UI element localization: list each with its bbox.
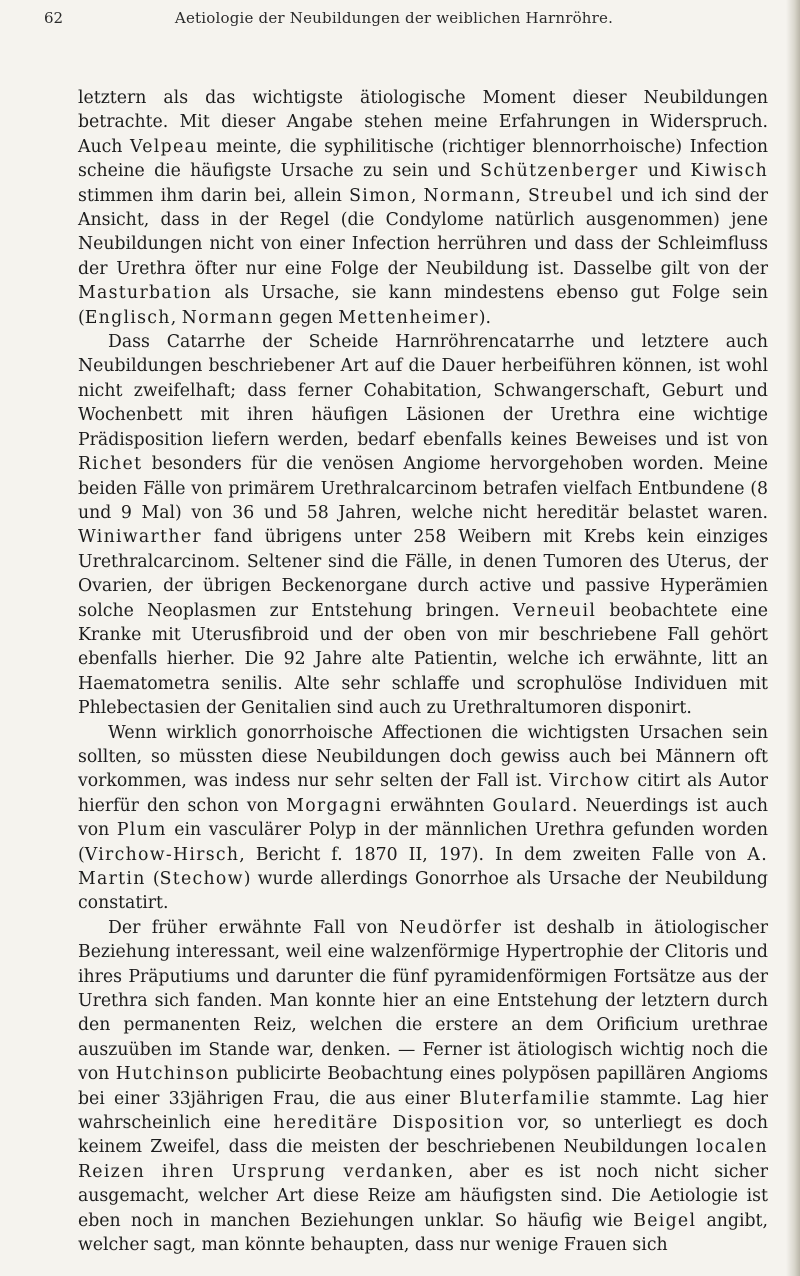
running-head: Aetiologie der Neubildungen der weiblichen Harnröhre. [174,9,614,27]
text-run: , [410,185,424,206]
spaced-name: Kiwisch [690,161,769,182]
paragraph-4 [78,916,768,1258]
spaced-name: Neudörfer [399,917,503,938]
spaced-name: Normann [181,307,274,328]
spaced-name: Englisch [84,307,171,328]
text-run: und [638,161,691,182]
text-run: . Neuerdings ist auch von [78,795,768,841]
spaced-name: Verneuil [512,600,597,621]
spaced-name: Plum [116,820,167,841]
spaced-name: Hutchinson [115,1064,230,1085]
text-run: letztern als das wichtigste ätiologische Moment dieser Neubildungen betrachte. Mit dieser Angabe stehen meine Erfahrungen in Widerspruch. Auch [78,88,768,157]
text-run: ( [145,869,160,889]
spaced-name: Beigel [633,1210,697,1231]
spaced-name: Winiwarther [78,527,202,548]
text-run: meinte, die syphilitische (richtiger blennorrhoische) Infection scheine die häufigste Ursache zu sein und [78,136,768,182]
text-run: angibt, welcher sagt, man könnte behaupten, dass nur wenige Frauen sich [78,1210,768,1256]
text-run: publicirte Beobachtung eines polypösen papillären Angioms bei einer 33jährigen Frau, die aus einer [78,1064,768,1109]
text-run: ein vasculärer Polyp in der männlichen Urethra gefunden worden ( [78,820,768,865]
text-run: ). [478,307,492,328]
text-run: , aber es ist noch nicht sicher ausgemacht, welcher Art diese Reize am häufigsten sind. Die Aetiologie ist eben noch in manchen Beziehungen unklar. So häufig wie [78,1161,768,1231]
text-run: ) wurde allerdings Gonorrhoe als Ursache der Neubildung constatirt. [78,869,768,914]
spaced-name: hereditäre Disposition [273,1113,505,1134]
spaced-name: A. Martin [78,844,768,889]
text-run: beobachtete eine Kranke mit Uterusfibroid und der oben von mir beschriebene Fall gehört ebenfalls hierher. Die 92 Jahre alte Patientin, welche ich erwähnte, litt an Haematometra senilis. Alte sehr schlaffe und scrophulöse Individuen mit Phlebectasien der Genitalien sind auch zu Urethraltumoren disponirt. [78,600,768,719]
paragraph-2 [78,330,768,721]
text-run: Wenn wirklich gonorrhoische Affectionen die wichtigsten Ursachen sein sollten, so müssten diese Neubildungen doch gewiss auch bei Männern oft vorkommen, was indess nur sehr selten der Fall ist. [78,722,768,792]
text-run: besonders für die venösen Angiome hervorgehoben worden. Meine beiden Fälle von primärem Urethralcarcinom betrafen vielfach Entbundene (8 und 9 Mal) von 36 und 58 Jahren, welche nicht hereditär belastet waren. [78,454,768,523]
spaced-name: Virchow-Hirsch [84,844,240,865]
paragraph-3 [78,721,768,916]
spaced-name: Richet [78,454,143,475]
body-text [78,86,768,1258]
text-run: Der früher erwähnte Fall von [108,917,400,938]
spaced-name: Simon [349,185,411,206]
spaced-name: Schützenberger [480,161,639,182]
text-run: stammte. Lag hier wahrscheinlich eine [78,1088,768,1134]
text-run: stimmen ihm darin bei, allein [78,185,350,206]
spaced-name: Stechow [159,869,244,889]
text-run: erwähnten [382,795,493,816]
page-edge-shadow [786,0,800,1276]
spaced-name: Normann [423,185,516,206]
text-run: , Bericht f. 1870 II, 197). In dem zweiten Falle von [239,844,748,865]
spaced-name: Velpeau [130,136,209,157]
text-run: fand übrigens unter 258 Weibern mit Krebs kein einziges Urethralcarcinom. Seltener sind die Fälle, in denen Tumoren des Uterus, der Ovarien, der übrigen Beckenorgane durch active und passive Hyperämien solche Neoplasmen zur Entstehung bringen. [78,527,768,621]
text-run: , [515,185,528,206]
spaced-name: Bluterfamilie [459,1088,591,1109]
spaced-name: Mettenheimer [338,307,479,328]
spaced-name: Goulard [492,795,573,816]
text-run: vor, so unterliegt es doch keinem Zweifel, dass die meisten der beschriebenen Neubildungen [78,1113,768,1158]
text-run: und ich sind der Ansicht, dass in der Regel (die Condylome natürlich ausgenommen) jene Neubildungen nicht von einer Infection herrühren und dass der Schleimfluss der Urethra öfter nur eine Folge der Neubildung ist. Dasselbe gilt von der [78,185,768,279]
spaced-name: localen Reizen ihren Ursprung verdanken [78,1137,768,1182]
spaced-name: Virchow [549,771,631,792]
text-run: citirt als Autor hierfür den schon von [78,771,768,816]
spaced-name: Masturbation [78,283,213,304]
text-run: ist deshalb in ätiologischer Beziehung interessant, weil eine walzenförmige Hypertrophie der Clitoris und ihres Präputiums und darunter die fünf pyramidenförmigen Fortsätze aus der Urethra sich fanden. Man konnte hier an eine Entstehung der letztern durch den permanenten Reiz, welchen die erstere an dem Orificium urethrae auszuüben im Stande war, denken. — Ferner ist ätiologisch wichtig noch die von [78,917,769,1085]
text-run: gegen [273,307,339,328]
text-run: , [170,307,182,328]
text-run: Dass Catarrhe der Scheide Harnröhrencatarrhe und letztere auch Neubildungen beschriebener Art auf die Dauer herbeiführen können, ist wohl nicht zweifelhaft; dass ferner Cohabitation, Schwangerschaft, Geburt und Wochenbett mit ihren häufigen Läsionen der Urethra eine wichtige Prädisposition liefern werden, bedarf ebenfalls keines Beweises und ist von [78,332,768,450]
paragraph-1 [78,86,768,330]
text-run: als Ursache, sie kann mindestens ebenso gut Folge sein ( [78,283,768,328]
spaced-name: Streubel [527,185,614,206]
page-header [44,6,744,30]
spaced-name: Morgagni [286,795,383,816]
page-number: 62 [44,9,64,27]
